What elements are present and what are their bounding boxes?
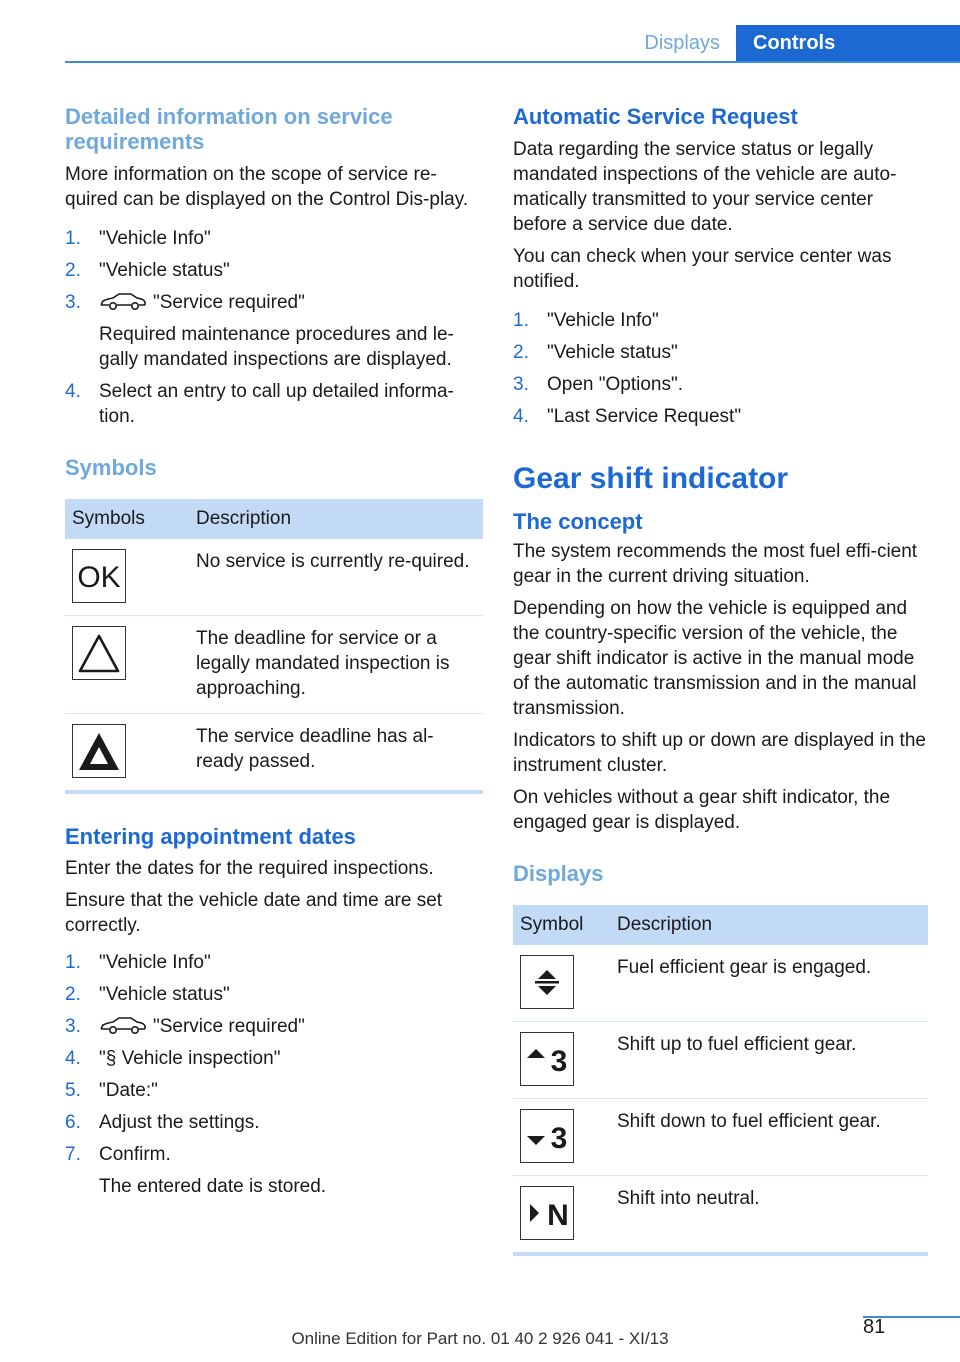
filled-warning-triangle-icon bbox=[72, 724, 126, 778]
step-number: 2. bbox=[513, 342, 529, 363]
symbol-cell bbox=[513, 945, 610, 1022]
up-down-arrows-icon bbox=[520, 955, 574, 1009]
step-item bbox=[513, 308, 928, 333]
step-number: 2. bbox=[65, 984, 81, 1005]
step-number: 4. bbox=[513, 406, 529, 427]
table-row bbox=[513, 1022, 928, 1099]
detail-steps-list bbox=[65, 226, 483, 429]
description-cell: Fuel efficient gear is engaged. bbox=[610, 945, 928, 1022]
concept-p4: On vehicles without a gear shift indicator, the engaged gear is displayed. bbox=[513, 787, 891, 833]
appointment-p1: Enter the dates for the required inspections. bbox=[65, 858, 434, 879]
step-text: Adjust the settings. bbox=[99, 1112, 260, 1133]
displays-heading: Displays bbox=[513, 861, 604, 886]
car-icon bbox=[99, 293, 147, 311]
description-col-header: Description bbox=[189, 499, 483, 539]
description-cell: Shift into neutral. bbox=[610, 1176, 928, 1255]
description-cell: Shift down to fuel efficient gear. bbox=[610, 1099, 928, 1176]
step-text: "Service required" bbox=[153, 1016, 305, 1037]
table-row bbox=[513, 1176, 928, 1255]
step-text: "Service required" bbox=[153, 292, 305, 313]
description-cell: Shift up to fuel efficient gear. bbox=[610, 1022, 928, 1099]
svg-text:OK: OK bbox=[77, 561, 121, 594]
step-item bbox=[65, 290, 483, 372]
appointment-heading: Entering appointment dates bbox=[65, 824, 356, 849]
table-row bbox=[65, 616, 483, 714]
concept-p2: Depending on how the vehicle is equipped and the country-specific version of the vehicle, the gear shift indicator is active in the manual mode of the automatic transmission and in the manual transmission. bbox=[513, 598, 917, 719]
step-item bbox=[513, 404, 928, 429]
step-text: "Vehicle Info" bbox=[99, 952, 211, 973]
step-subtext: Required maintenance procedures and le-gally mandated inspections are displayed. bbox=[99, 324, 454, 370]
right-column bbox=[513, 104, 928, 1256]
step-text: Confirm. bbox=[99, 1144, 171, 1165]
table-row bbox=[65, 714, 483, 793]
step-number: 4. bbox=[65, 381, 81, 402]
step-item bbox=[65, 1110, 483, 1135]
step-number: 3. bbox=[513, 374, 529, 395]
asr-steps-list bbox=[513, 308, 928, 429]
step-text: "Last Service Request" bbox=[547, 406, 742, 427]
step-text: "Vehicle status" bbox=[99, 260, 230, 281]
edition-note: Online Edition for Part no. 01 40 2 926 041 - XI/13 bbox=[291, 1329, 669, 1348]
step-number: 7. bbox=[65, 1144, 81, 1165]
displays-table bbox=[513, 905, 928, 1256]
detail-intro: More information on the scope of service re-quired can be displayed on the Control Dis-play. bbox=[65, 164, 469, 210]
shift-down-3-icon bbox=[520, 1109, 574, 1163]
step-text: "Vehicle status" bbox=[547, 342, 678, 363]
asr-heading: Automatic Service Request bbox=[513, 104, 798, 129]
page-header bbox=[65, 25, 960, 63]
description-cell: No service is currently re-quired. bbox=[189, 539, 483, 616]
left-column bbox=[65, 104, 483, 1206]
concept-p3: Indicators to shift up or down are displayed in the instrument cluster. bbox=[513, 730, 926, 776]
step-number: 2. bbox=[65, 260, 81, 281]
step-number: 1. bbox=[513, 310, 529, 331]
symbol-cell bbox=[65, 539, 189, 616]
appointment-steps-list bbox=[65, 950, 483, 1199]
step-item bbox=[65, 982, 483, 1007]
svg-text:3: 3 bbox=[550, 1045, 568, 1078]
step-text: "§ Vehicle inspection" bbox=[99, 1048, 281, 1069]
concept-p1: The system recommends the most fuel effi-cient gear in the current driving situation. bbox=[513, 541, 918, 587]
step-item bbox=[65, 226, 483, 251]
step-text: Open "Options". bbox=[547, 374, 684, 395]
symbols-heading: Symbols bbox=[65, 455, 157, 480]
svg-text:N: N bbox=[547, 1199, 569, 1232]
section-tab-displays: Displays bbox=[644, 32, 720, 54]
step-text: "Vehicle status" bbox=[99, 984, 230, 1005]
step-item bbox=[65, 1078, 483, 1103]
symbol-cell bbox=[513, 1099, 610, 1176]
car-icon bbox=[99, 1017, 147, 1035]
step-item bbox=[65, 258, 483, 283]
step-number: 6. bbox=[65, 1112, 81, 1133]
step-text: "Vehicle Info" bbox=[547, 310, 659, 331]
step-item bbox=[65, 950, 483, 975]
symbol-cell bbox=[65, 616, 189, 714]
shift-up-3-icon bbox=[520, 1032, 574, 1086]
ok-icon bbox=[72, 549, 126, 603]
svg-text:3: 3 bbox=[550, 1122, 568, 1155]
step-item bbox=[513, 340, 928, 365]
section-tab-controls: Controls bbox=[736, 25, 960, 61]
step-item bbox=[65, 379, 483, 429]
step-number: 4. bbox=[65, 1048, 81, 1069]
symbol-col-header: Symbol bbox=[513, 905, 610, 945]
table-row bbox=[513, 1099, 928, 1176]
warning-triangle-icon bbox=[72, 626, 126, 680]
step-number: 5. bbox=[65, 1080, 81, 1101]
table-row bbox=[65, 539, 483, 616]
step-number: 3. bbox=[65, 292, 81, 313]
description-cell: The service deadline has al-ready passed. bbox=[189, 714, 483, 793]
appointment-p2: Ensure that the vehicle date and time are set correctly. bbox=[65, 890, 443, 936]
page-number: 81 bbox=[863, 1316, 886, 1338]
step-subtext: The entered date is stored. bbox=[99, 1176, 327, 1197]
shift-neutral-icon bbox=[520, 1186, 574, 1240]
step-item bbox=[65, 1014, 483, 1039]
symbol-cell bbox=[65, 714, 189, 793]
asr-p1: Data regarding the service status or legally mandated inspections of the vehicle are auto-matically transmitted to your service center before a service due date. bbox=[513, 139, 897, 235]
step-item bbox=[513, 372, 928, 397]
step-text: Select an entry to call up detailed informa-tion. bbox=[99, 381, 454, 427]
description-cell: The deadline for service or a legally mandated inspection is approaching. bbox=[189, 616, 483, 714]
table-row bbox=[513, 945, 928, 1022]
symbols-col-header: Symbols bbox=[65, 499, 189, 539]
detail-heading: Detailed information on service requirements bbox=[65, 104, 393, 154]
step-number: 1. bbox=[65, 952, 81, 973]
step-item bbox=[65, 1046, 483, 1071]
concept-heading: The concept bbox=[513, 509, 643, 534]
step-text: "Vehicle Info" bbox=[99, 228, 211, 249]
symbol-cell bbox=[513, 1176, 610, 1255]
symbol-cell bbox=[513, 1022, 610, 1099]
step-number: 1. bbox=[65, 228, 81, 249]
symbols-table bbox=[65, 499, 483, 794]
step-text: "Date:" bbox=[99, 1080, 158, 1101]
displays-description-col-header: Description bbox=[610, 905, 928, 945]
step-item bbox=[65, 1142, 483, 1199]
asr-p2: You can check when your service center was notified. bbox=[513, 246, 892, 292]
gear-shift-heading: Gear shift indicator bbox=[513, 462, 789, 495]
step-number: 3. bbox=[65, 1016, 81, 1037]
